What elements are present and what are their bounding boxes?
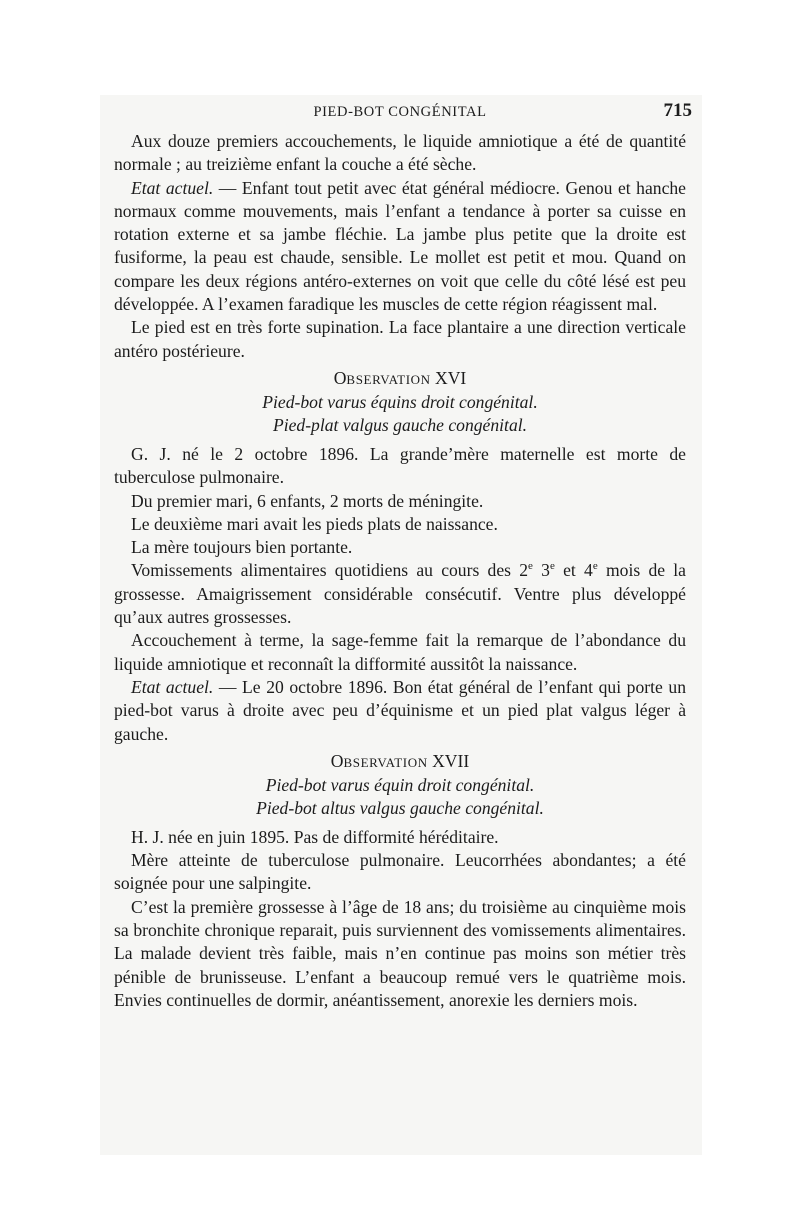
observation-subtitle: Pied-bot altus valgus gauche congénital. — [256, 797, 544, 818]
paragraph: Le deuxième mari avait les pieds plats de naissance. — [131, 513, 498, 534]
paragraph: Accouchement à terme, la sage-femme fait la remarque de l’abondance du liquide amniotique et reconnaît la difformité aussitôt la naissance. — [114, 630, 686, 674]
paragraph: C’est la première grossesse à l’âge de 18 ans; du troisième au cinquième mois sa bronchite chronique reparait, puis surviennent des vomissements alimentaires. La malade devient très faible, mais n’en continue pas moins son métier très pénible de brunisseuse. L’enfant a beaucoup remué vers le quatrième mois. Envies continuelles de dormir, anéantissement, anorexie les derniers mois. — [114, 896, 686, 1010]
observation-subtitle: Pied-bot varus équins droit congénital. — [262, 391, 538, 412]
paragraph — [114, 676, 686, 746]
observation-heading-16 — [114, 367, 686, 437]
paragraph — [114, 177, 686, 317]
paragraph: H. J. née en juin 1895. Pas de difformité héréditaire. — [131, 826, 499, 847]
paragraph-text: — Enfant tout petit avec état général médiocre. Genou et hanche normaux comme mouvements, mais l’enfant a tendance à porter sa cuisse en rotation externe et sa jambe fléchie. La jambe plus petite que la droite est fusiforme, la peau est chaude, sensible. Le mollet est petit et mou. Quand on compare les deux régions antéro-externes on voit que celle du côté lésé est peu développée. A l’examen faradique les muscles de cette région réagissent mal. — [114, 177, 686, 315]
paragraph: Le pied est en très forte supination. La face plantaire a une direction verticale antéro postérieure. — [114, 317, 686, 361]
paragraph: G. J. né le 2 octobre 1896. La grande’mère maternelle est morte de tuberculose pulmonaire. — [114, 443, 686, 488]
paragraph: La mère toujours bien portante. — [131, 537, 353, 558]
page-number: 715 — [663, 100, 692, 121]
paragraph: Du premier mari, 6 enfants, 2 morts de méningite. — [131, 490, 484, 511]
running-title: PIED-BOT CONGÉNITAL — [313, 104, 487, 120]
page-content — [114, 95, 692, 1012]
book-page — [100, 95, 702, 1155]
page-header — [114, 95, 692, 130]
observation-title: OBSERVATION XVI — [333, 367, 467, 388]
paragraph: Vomissements alimentaires quotidiens au cours des 2e 3e et 4e mois de la grossesse. Amaigrissement considérable consécutif. Ventre plus développé qu’aux autres grossesses. — [114, 560, 686, 628]
observation-subtitle: Pied-bot varus équin droit congénital. — [265, 774, 535, 795]
observation-heading-17 — [114, 750, 686, 820]
paragraph: Mère atteinte de tuberculose pulmonaire. Leucorrhées abondantes; a été soignée pour une salpingite. — [114, 850, 686, 894]
paragraph-text: — Le 20 octobre 1896. Bon état général de l’enfant qui porte un pied-bot varus à droite avec peu d’équinisme et un pied plat valgus léger à gauche. — [114, 676, 686, 744]
paragraph: Aux douze premiers accouchements, le liquide amniotique a été de quantité normale ; au treizième enfant la couche a été sèche. — [114, 131, 686, 175]
section-label: Etat actuel. — [131, 676, 214, 697]
section-label: Etat actuel. — [131, 177, 214, 198]
observation-subtitle: Pied-plat valgus gauche congénital. — [272, 414, 528, 435]
observation-title: OBSERVATION XVII — [330, 750, 470, 771]
